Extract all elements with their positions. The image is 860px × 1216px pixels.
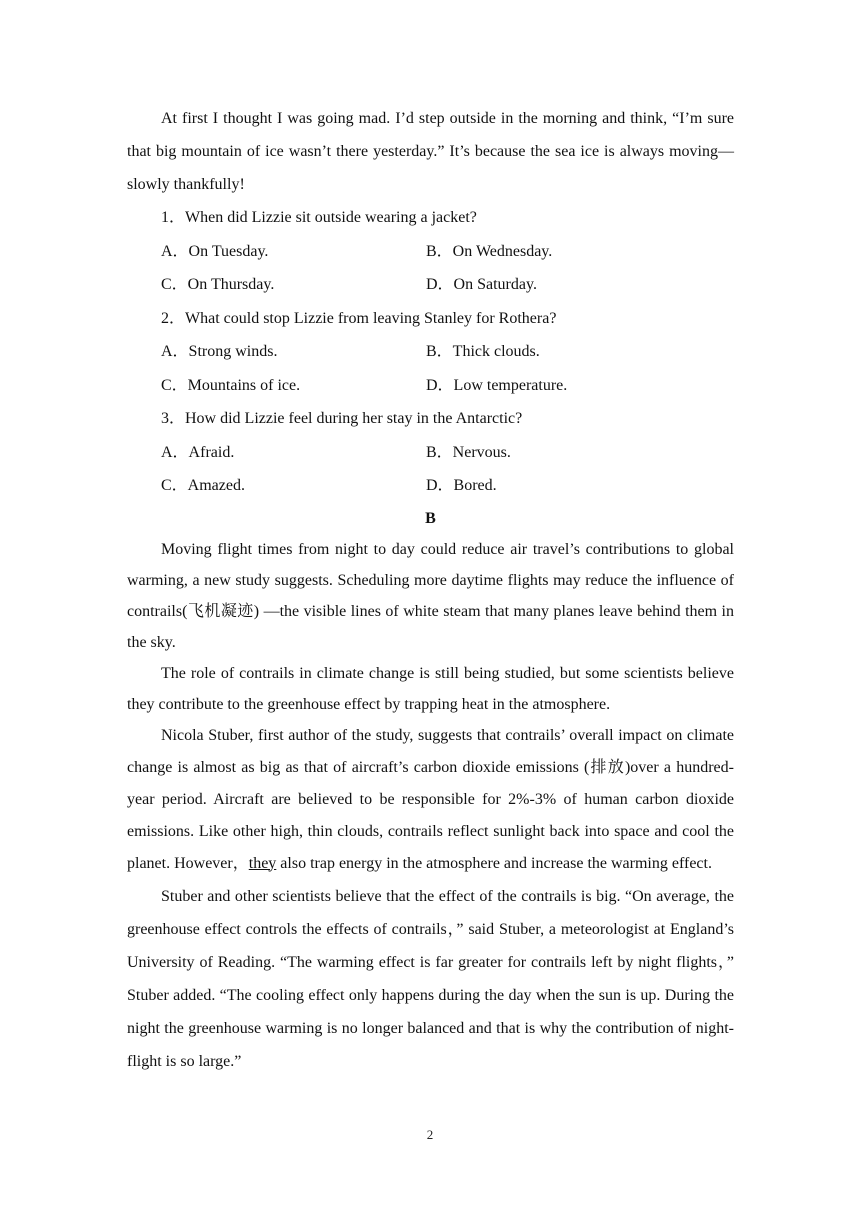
paragraph-3-text-after: also trap energy in the atmosphere and increase the warming effect. [276, 854, 712, 872]
paragraph-3-text-before: Nicola Stuber, first author of the study, suggests that contrails’ overall impact on climate change is almost as big as that of aircraft’s carbon dioxide emissions (排放)over a hundred-year period. Aircraft are believed to be responsible for 2%-3% of human carbon dioxide emissions. Like other high, thin clouds, contrails reflect sunlight back into space and cool the planet. However， [127, 726, 734, 872]
question-2-option-b: B．Thick clouds. [426, 343, 540, 360]
question-3-stem: 3．How did Lizzie feel during her stay in the Antarctic? [161, 410, 523, 427]
page-number: 2 [426, 1127, 434, 1142]
question-2-stem: 2．What could stop Lizzie from leaving Stanley for Rothera? [161, 309, 557, 327]
question-1-options-row-1 [127, 235, 734, 269]
question-2-option-d: D．Low temperature. [426, 376, 568, 394]
section-b-heading: B [425, 509, 436, 527]
question-2-option-c: C．Mountains of ice. [161, 376, 301, 394]
question-1-option-b: B．On Wednesday. [426, 242, 553, 260]
passage-b-paragraph-3 [127, 720, 734, 880]
question-2-option-a: A．Strong winds. [161, 343, 278, 360]
question-3-options-row-2 [127, 469, 734, 503]
question-3-option-c: C．Amazed. [161, 477, 245, 494]
question-3-option-a: A．Afraid. [161, 443, 235, 461]
question-1-option-a: A．On Tuesday. [161, 242, 269, 260]
question-3-options-row-1 [127, 436, 734, 470]
passage-b-paragraph-2: The role of contrails in climate change is still being studied, but some scientists believe they contribute to the greenhouse effect by trapping heat in the atmosphere. [127, 664, 734, 713]
question-1-option-d: D．On Saturday. [426, 276, 537, 293]
passage-b-paragraph-1: Moving flight times from night to day could reduce air travel’s contributions to global warming, a new study suggests. Scheduling more daytime flights may reduce the influence of contrails(飞机凝迹) —the visible lines of white steam that many planes leave behind them in the sky. [127, 540, 734, 651]
underlined-word-they: they [248, 854, 277, 872]
question-2-options-row-1 [127, 335, 734, 369]
question-1-option-c: C．On Thursday. [161, 276, 275, 293]
passage-a-closing-paragraph: At first I thought I was going mad. I’d step outside in the morning and think, “I’m sure that big mountain of ice wasn’t there yesterday.” It’s because the sea ice is always moving—slowly thankfully! [127, 110, 734, 193]
document-page [127, 102, 734, 1078]
question-2-options-row-2 [127, 369, 734, 403]
question-3-option-d: D．Bored. [426, 477, 497, 494]
question-3-option-b: B．Nervous. [426, 443, 511, 461]
question-1-options-row-2 [127, 268, 734, 302]
passage-b-paragraph-4: Stuber and other scientists believe that the effect of the contrails is big. “On average, the greenhouse effect controls the effects of contrails，” said Stuber, a meteorologist at England’s University of Reading. “The warming effect is far greater for contrails left by night flights，” Stuber added. “The cooling effect only happens during the day when the sun is up. During the night the greenhouse warming is no longer balanced and that is why the contribution of night-flight is so large.” [127, 887, 734, 1070]
question-1-stem: 1．When did Lizzie sit outside wearing a jacket? [161, 209, 477, 226]
